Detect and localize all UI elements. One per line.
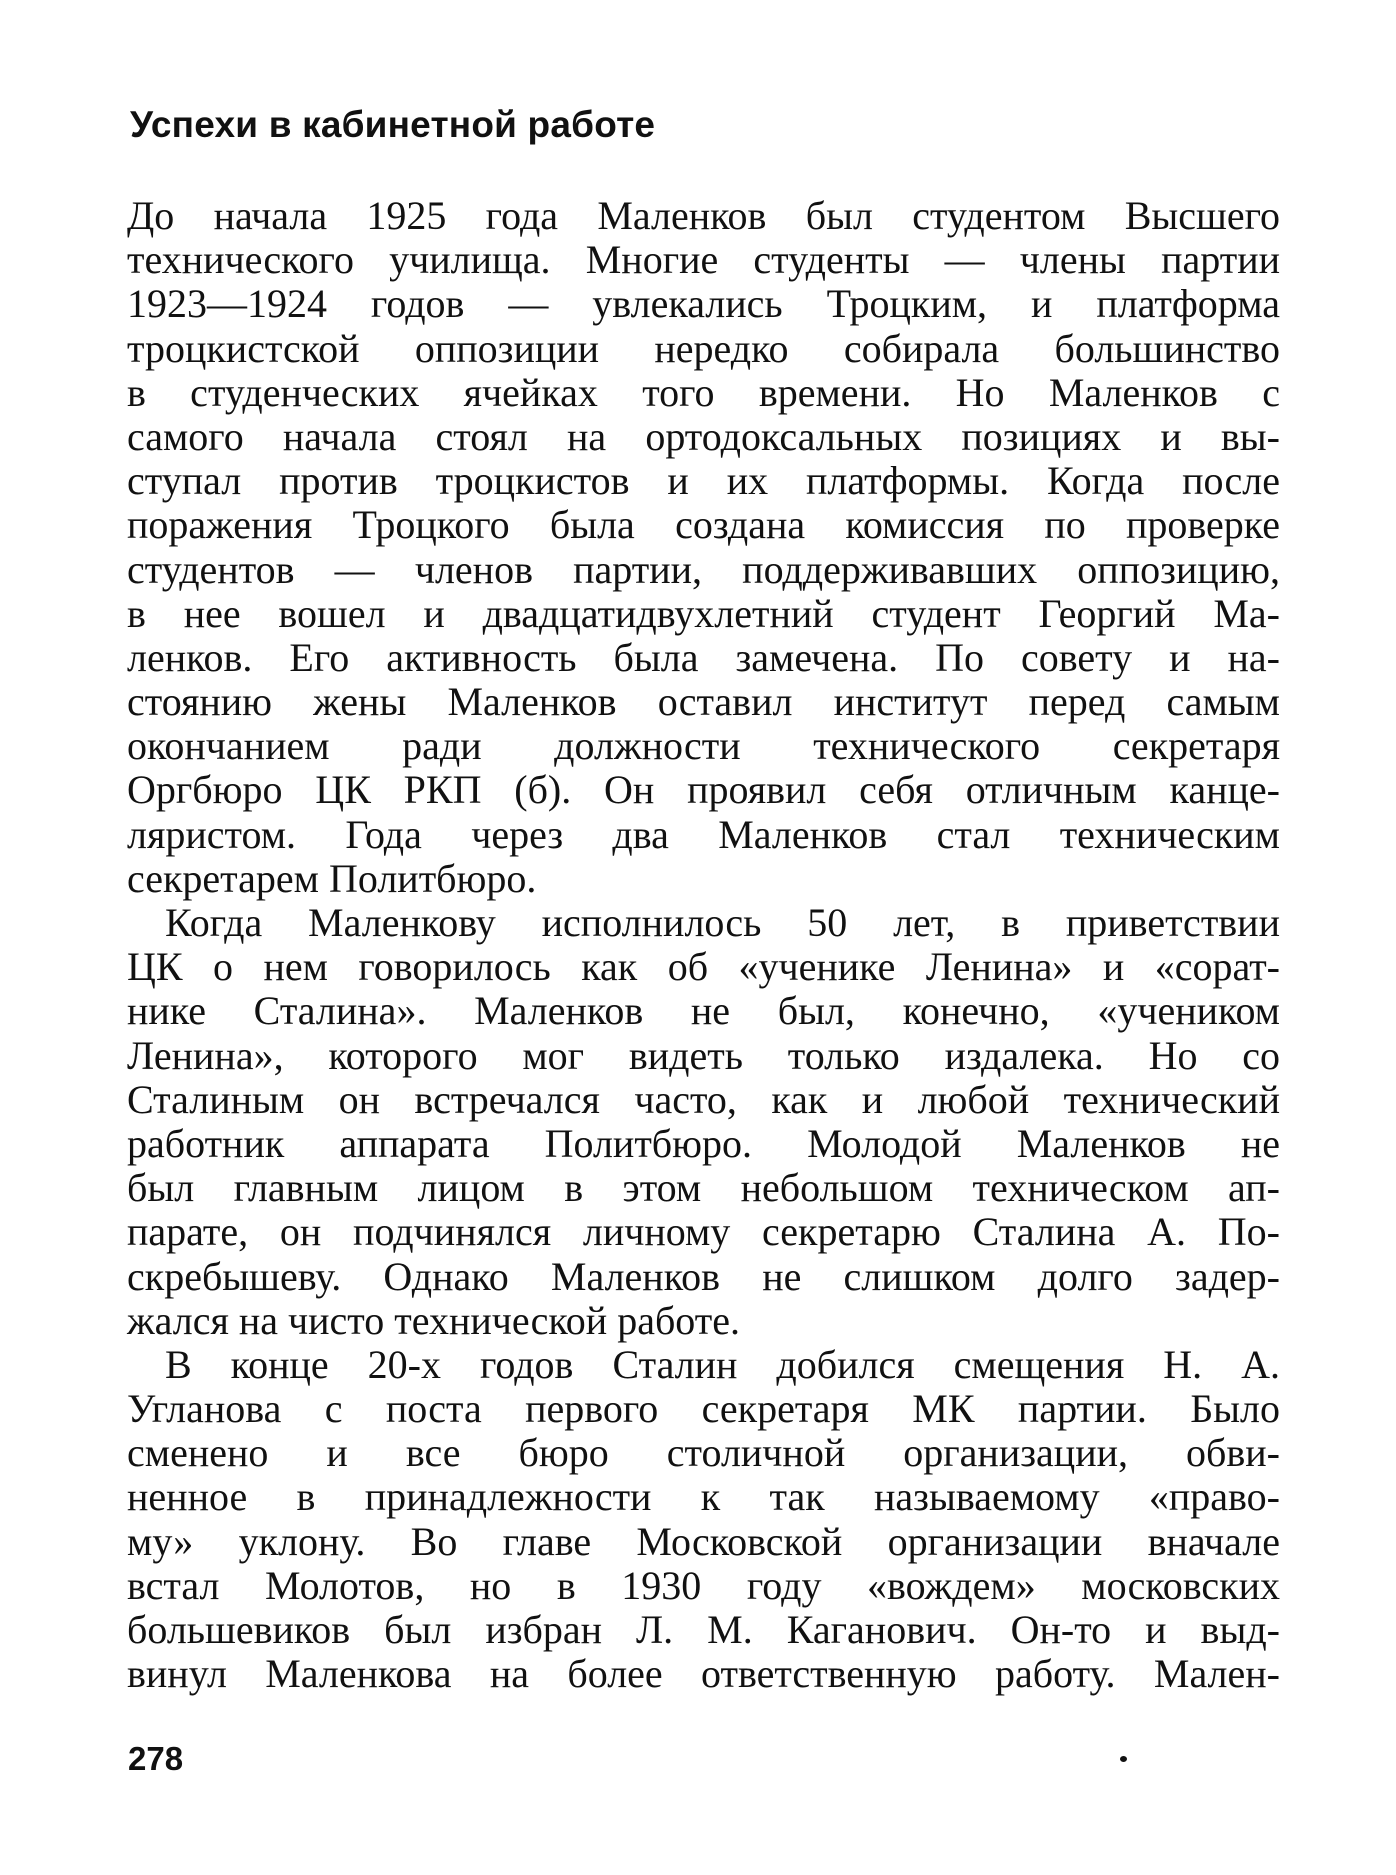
text-line: Сталиным он встречался часто, как и любой технический	[127, 1076, 1280, 1122]
text-line: окончанием ради должности технического секретаря	[127, 723, 1280, 769]
text-line: студентов — членов партии, поддерживавших оппозицию,	[127, 546, 1280, 592]
text-line: ленков. Его активность была замечена. По совету и на-	[127, 634, 1280, 680]
text-line: Ленина», которого мог видеть только издалека. Но со	[127, 1032, 1280, 1078]
text-line: сменено и все бюро столичной организации, обви-	[127, 1430, 1280, 1476]
text-line: большевиков был избран Л. М. Каганович. Он-то и выд-	[127, 1607, 1280, 1652]
text-line: в студенческих ячейках того времени. Но Маленков с	[127, 369, 1280, 415]
text-line: нике Сталина». Маленков не был, конечно, «учеником	[127, 988, 1280, 1034]
text-line: Оргбюро ЦК РКП (б). Он проявил себя отличным канце-	[127, 767, 1280, 813]
text-line: му» уклону. Во главе Московской организации вначале	[127, 1518, 1280, 1564]
text-line: ступал против троцкистов и их платформы. Когда после	[127, 458, 1280, 504]
text-line: троцкистской оппозиции нередко собирала большинство	[127, 325, 1280, 371]
text-line: технического училища. Многие студенты — члены партии	[127, 237, 1280, 283]
text-line: ляристом. Года через два Маленков стал техническим	[127, 811, 1280, 857]
text-line: поражения Троцкого была создана комиссия по проверке	[127, 502, 1280, 548]
text-line: Угланова с поста первого секретаря МК партии. Было	[127, 1386, 1280, 1432]
text-line: ЦК о нем говорилось как об «ученике Ленина» и «сорат-	[127, 944, 1280, 990]
body-text	[127, 194, 1280, 1696]
text-line: До начала 1925 года Маленков был студентом Высшего	[127, 193, 1280, 238]
text-line: В конце 20-х годов Сталин добился смещения Н. А.	[165, 1341, 1280, 1387]
text-line: встал Молотов, но в 1930 году «вождем» московских	[127, 1562, 1280, 1608]
text-line: парате, он подчинялся личному секретарю Сталина А. По-	[127, 1209, 1280, 1255]
text-line: самого начала стоял на ортодоксальных позициях и вы-	[127, 413, 1280, 459]
text-line: стоянию жены Маленков оставил институт перед самым	[127, 679, 1280, 725]
ink-speck	[1120, 1756, 1127, 1762]
text-line: в нее вошел и двадцатидвухлетний студент Георгий Ма-	[127, 590, 1280, 636]
text-line: работник аппарата Политбюро. Молодой Маленков не	[127, 1120, 1280, 1166]
section-heading: Успехи в кабинетной работе	[130, 104, 656, 145]
text-line: скребышеву. Однако Маленков не слишком долго задер-	[127, 1253, 1280, 1299]
text-line: 1923—1924 годов — увлекались Троцким, и платформа	[127, 281, 1280, 327]
page-number: 278	[128, 1740, 184, 1777]
text-line: жался на чисто технической работе.	[127, 1297, 741, 1343]
text-line: ненное в принадлежности к так называемому «право-	[127, 1474, 1280, 1520]
text-line: Когда Маленкову исполнилось 50 лет, в приветствии	[165, 900, 1280, 945]
text-line: секретарем Политбюро.	[127, 855, 537, 901]
text-line: был главным лицом в этом небольшом техническом ап-	[127, 1165, 1280, 1211]
text-line: винул Маленкова на более ответственную работу. Мален-	[127, 1651, 1280, 1697]
